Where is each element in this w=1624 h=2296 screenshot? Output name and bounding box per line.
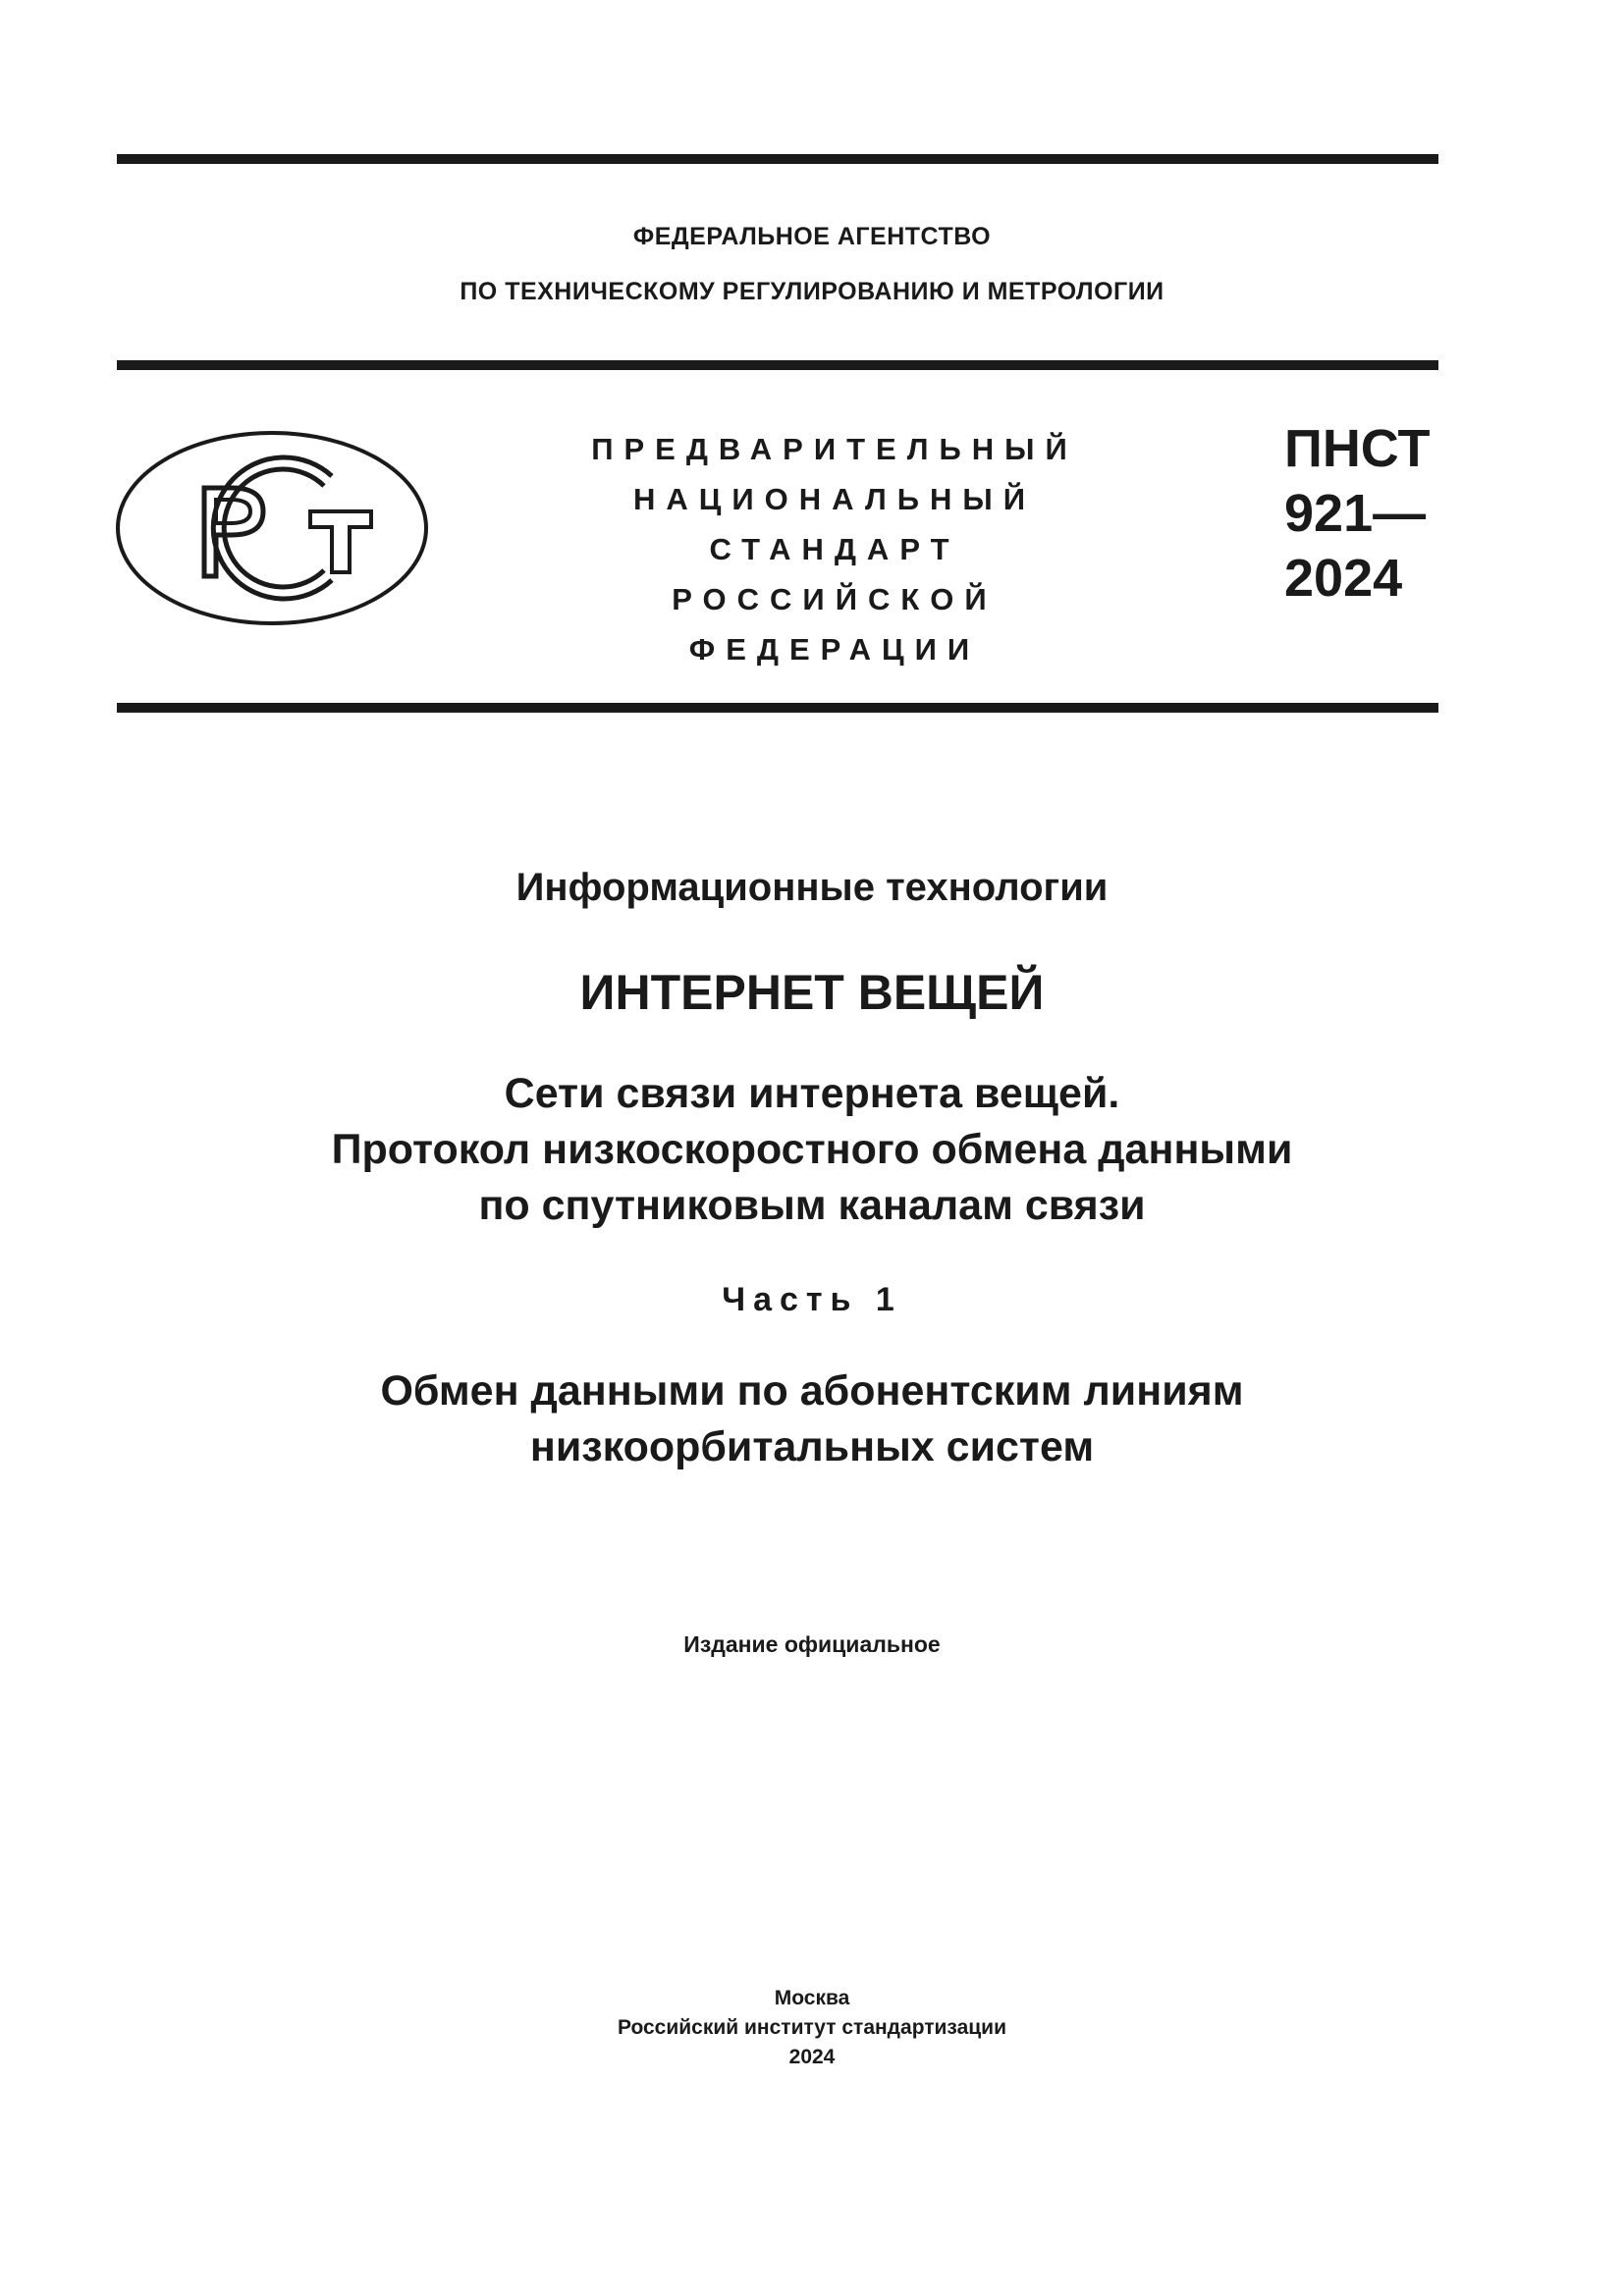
imprint-city: Москва xyxy=(774,1987,850,2009)
title-main: ИНТЕРНЕТ ВЕЩЕЙ xyxy=(579,965,1045,1020)
agency-line-1: ФЕДЕРАЛЬНОЕ АГЕНТСТВО xyxy=(632,223,992,250)
standard-type xyxy=(569,424,1100,674)
imprint-publisher: Российский институт стандартизации xyxy=(617,2016,1007,2039)
part-title-line-2: низкоорбитальных систем xyxy=(529,1423,1095,1470)
agency-line-2: ПО ТЕХНИЧЕСКОМУ РЕГУЛИРОВАНИЮ И МЕТРОЛОГИИ xyxy=(460,278,1164,305)
title-sub-line-1: Сети связи интернета вещей. xyxy=(504,1070,1120,1117)
edition-label: Издание официальное xyxy=(683,1631,941,1657)
standard-type-line: НАЦИОНАЛЬНЫЙ xyxy=(632,482,1037,516)
standard-type-line: СТАНДАРТ xyxy=(709,532,960,566)
title-sub-line-2: Протокол низкоскоростного обмена данными xyxy=(331,1126,1293,1173)
standard-type-line: ПРЕДВАРИТЕЛЬНЫЙ xyxy=(591,432,1078,466)
header-rule xyxy=(117,360,1438,370)
title-block-rule xyxy=(117,703,1438,713)
title-sub-line-3: по спутниковым каналам связи xyxy=(478,1182,1146,1229)
title-group: Информационные технологии xyxy=(515,866,1109,909)
standard-type-line: ФЕДЕРАЦИИ xyxy=(688,632,981,667)
designation-number: 921— xyxy=(1284,484,1427,543)
part-number: Часть 1 xyxy=(722,1281,902,1318)
designation-year: 2024 xyxy=(1284,549,1403,608)
standard-type-line: РОССИЙСКОЙ xyxy=(672,582,998,616)
part-title-line-1: Обмен данными по абонентским линиям xyxy=(380,1367,1244,1415)
standard-designation xyxy=(1284,416,1430,611)
imprint-year: 2024 xyxy=(788,2046,836,2068)
top-rule xyxy=(117,154,1438,164)
designation-code: ПНСТ xyxy=(1284,419,1431,478)
rst-emblem-icon xyxy=(114,429,430,627)
